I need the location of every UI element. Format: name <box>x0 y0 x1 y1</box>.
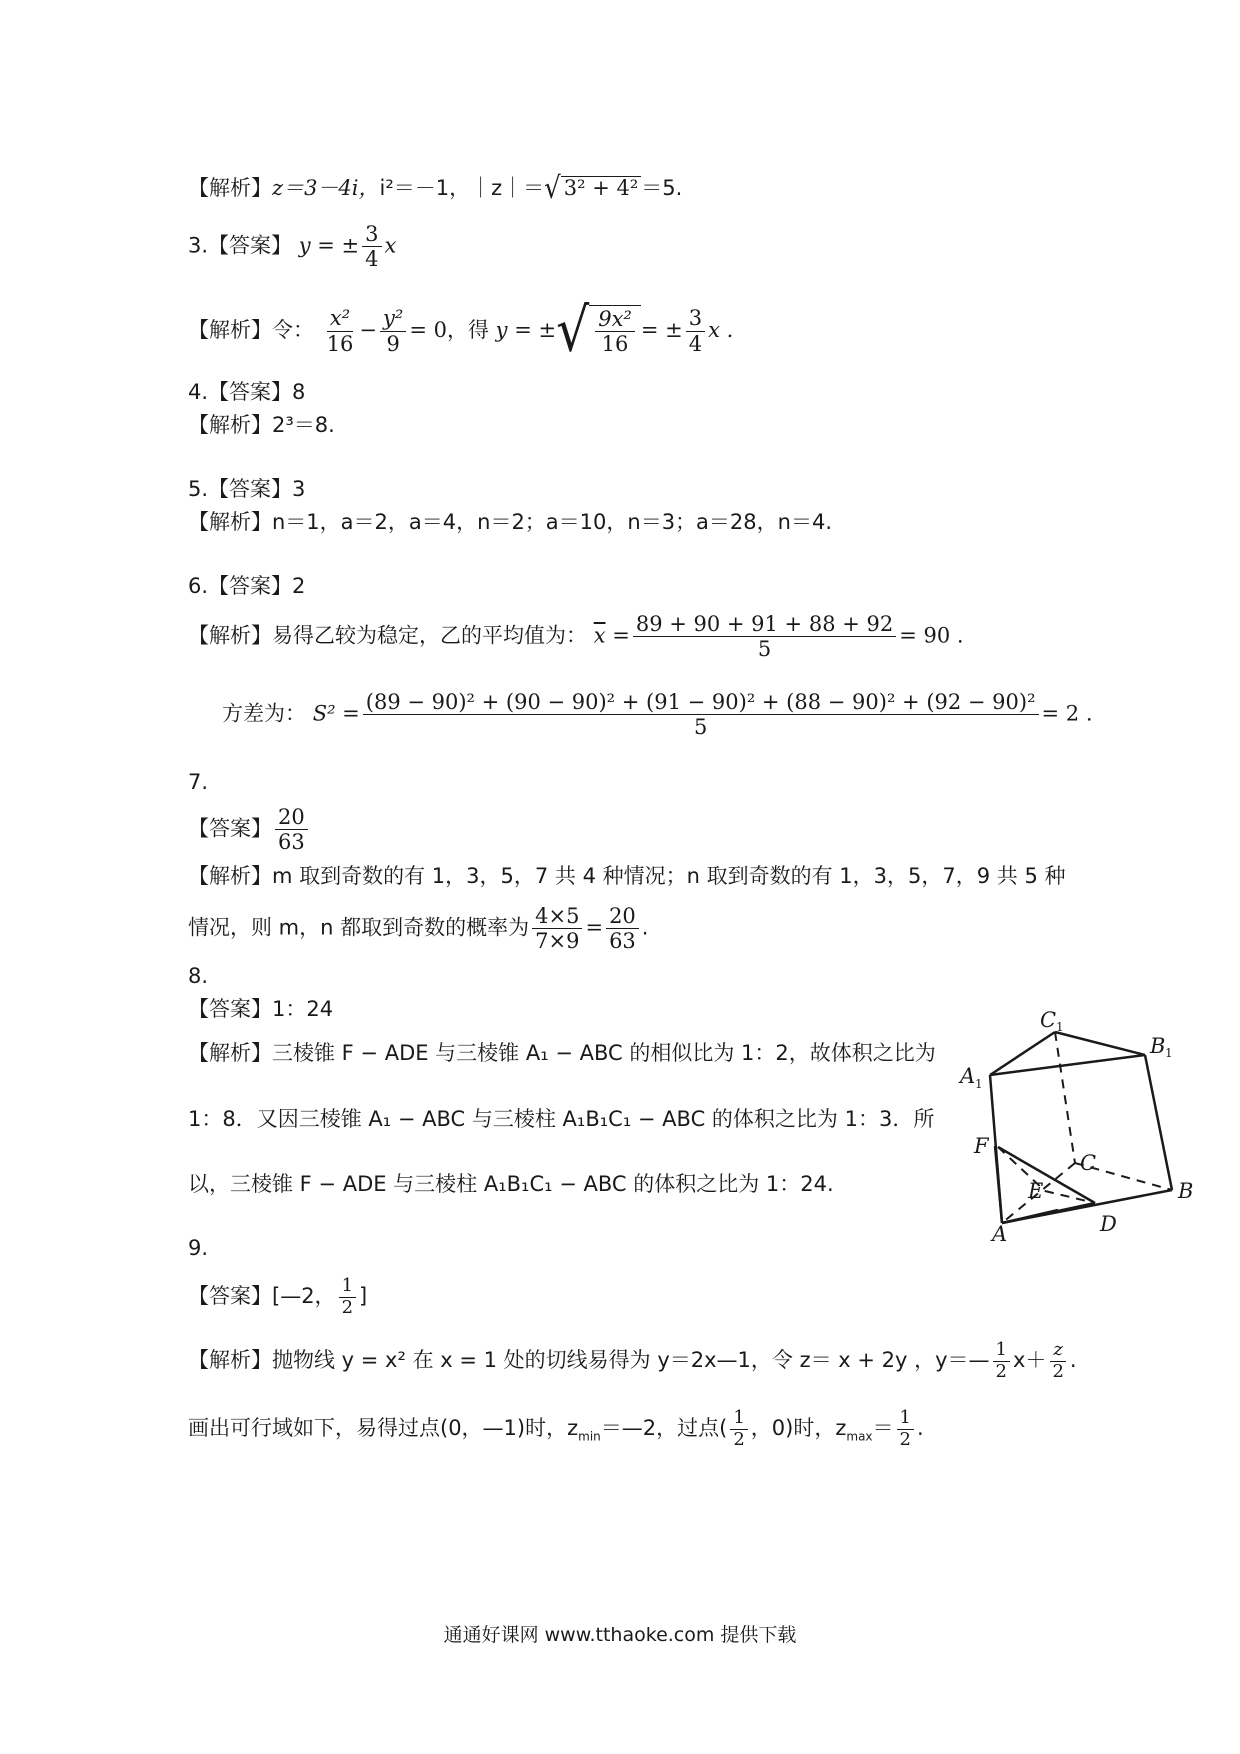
q6-variance: 方差为： S² = (89 − 90)² + (90 − 90)² + (91 − 90)² + (88 − 90)² + (92 − 90)² 5 = 2 . <box>222 690 1093 740</box>
fraction: $\frac{1}{2}$ <box>993 1340 1010 1382</box>
q6-answer: 6.【答案】2 <box>188 574 306 598</box>
q3-answer: 3.【答案】 y = ± $\frac{3}{4}$ x <box>188 222 397 272</box>
footer-watermark: 通通好课网 www.tthaoke.com 提供下载 <box>443 1624 797 1646</box>
edge-C1B1 <box>1055 1032 1145 1055</box>
svg-text:1: 1 <box>1165 1046 1173 1060</box>
fraction: $\frac{3}{4}$ <box>686 306 705 355</box>
q5-answer: 5.【答案】3 <box>188 477 306 501</box>
fraction: $\frac{89 + 90 + 91 + 88 + 92}{5}$ <box>633 612 896 661</box>
fraction: $\frac{20}{63}$ <box>606 904 639 953</box>
fraction: $\frac{\text{9x²}}{16}$ <box>595 307 635 356</box>
label-A1: A <box>960 1064 976 1088</box>
edge-C1C-hidden <box>1055 1032 1075 1163</box>
label-F: F <box>974 1134 989 1158</box>
svg-text:1: 1 <box>1056 1020 1064 1034</box>
label-D: D <box>1100 1212 1117 1236</box>
fraction: $\frac{1}{2}$ <box>897 1408 914 1450</box>
q7-analysis-line1: 【解析】m 取到奇数的有 1，3，5，7 共 4 种情况；n 取到奇数的有 1，3，5，7，9 共 5 种 <box>188 864 1066 888</box>
fraction: (89 − 90)² + (90 − 90)² + (91 − 90)² + (88 − 90)² + (92 − 90)² 5 <box>363 690 1039 739</box>
q7-number: 7. <box>188 770 209 794</box>
fraction: $\frac{z}{2}$ <box>1049 1340 1066 1382</box>
q8-number: 8. <box>188 964 209 988</box>
q4-analysis: 【解析】2³＝8. <box>188 413 335 437</box>
q9-answer: 【答案】[—2， $\frac{1}{2}$ ] <box>188 1275 368 1318</box>
q8-analysis-line1: 【解析】三棱锥 F − ADE 与三棱锥 A₁ − ABC 的相似比为 1：2，故体积之比为 <box>188 1041 936 1065</box>
sqrt-expression: √ 3² + 4² <box>544 176 641 202</box>
q7-analysis-line2: 情况，则 m，n 都取到奇数的概率为 $\frac{4\times 5}{7\times 9}$ = $\frac{20}{63}$ . <box>188 904 649 954</box>
sqrt-expression: √ $\frac{\text{9x²}}{16}$ <box>556 305 641 357</box>
prism-figure <box>950 1005 1200 1245</box>
edge-B1B <box>1145 1055 1172 1190</box>
q8-analysis-line3: 以，三棱锥 F − ADE 与三棱柱 A₁B₁C₁ − ABC 的体积之比为 1：24. <box>188 1172 834 1196</box>
q3-analysis: 【解析】令： $\frac{\text{x²}}{16}$ − $\frac{\text{y²}}{9}$ = 0，得 y = ± √ $\frac{\text{9x²}}{16}$ = ± $\frac{3}{4}$ x . <box>188 296 734 366</box>
analysis-label: 【解析】 <box>188 176 272 200</box>
edge-A1B1 <box>990 1055 1145 1075</box>
q5-analysis: 【解析】n＝1，a＝2，a＝4，n＝2；a＝10，n＝3；a＝28，n＝4. <box>188 510 832 534</box>
label-B: B <box>1178 1179 1194 1203</box>
fraction: $\frac{3}{4}$ <box>362 222 381 271</box>
q2-analysis: 【解析】z＝3－4i，i²＝－1，｜z｜＝ √ 3² + 4² ＝5. <box>188 171 683 207</box>
fraction: $\frac{\text{x²}}{16}$ <box>326 306 354 356</box>
label-E: E <box>1028 1179 1044 1203</box>
q9-analysis-line1: 【解析】抛物线 y = x² 在 x = 1 处的切线易得为 y＝2x—1，令 z＝ x + 2y ，y＝— $\frac{1}{2}$ x＋ $\frac{z}{2}$ . <box>188 1339 1077 1382</box>
q8-analysis-line2: 1：8．又因三棱锥 A₁ − ABC 与三棱柱 A₁B₁C₁ − ABC 的体积之比为 1：3．所 <box>188 1107 935 1131</box>
fraction: $\frac{4\times 5}{7\times 9}$ <box>532 904 582 953</box>
q7-answer: 【答案】 $\frac{20}{63}$ <box>188 805 311 854</box>
edge-FA <box>995 1146 1002 1223</box>
label-B1: B <box>1150 1034 1166 1058</box>
fraction: $\frac{\text{y²}}{9}$ <box>380 306 406 355</box>
svg-text:1: 1 <box>975 1077 983 1091</box>
q9-analysis-line2: 画出可行域如下，易得过点(0，—1)时，$z_{min}=—2$，过点( $\frac{1}{2}$ ，0)时，$z_{max}=$ $\frac{1}{2}$ . <box>188 1407 924 1450</box>
edge-ED-hidden <box>1045 1191 1095 1203</box>
q6-analysis: 【解析】易得乙较为稳定，乙的平均值为： $\overline{x}$ = $\frac{89 + 90 + 91 + 88 + 92}{5}$ = 90 . <box>188 612 964 662</box>
fraction: $\frac{1}{2}$ <box>730 1408 747 1450</box>
q9-number: 9. <box>188 1236 209 1260</box>
label-C: C <box>1080 1151 1097 1175</box>
label-C1: C <box>1040 1008 1057 1032</box>
label-A: A <box>992 1222 1008 1245</box>
fraction: $\frac{20}{63}$ <box>275 805 308 854</box>
q8-answer: 【答案】1：24 <box>188 997 334 1021</box>
fraction: $\frac{1}{2}$ <box>339 1276 356 1318</box>
q4-answer: 4.【答案】8 <box>188 380 306 404</box>
